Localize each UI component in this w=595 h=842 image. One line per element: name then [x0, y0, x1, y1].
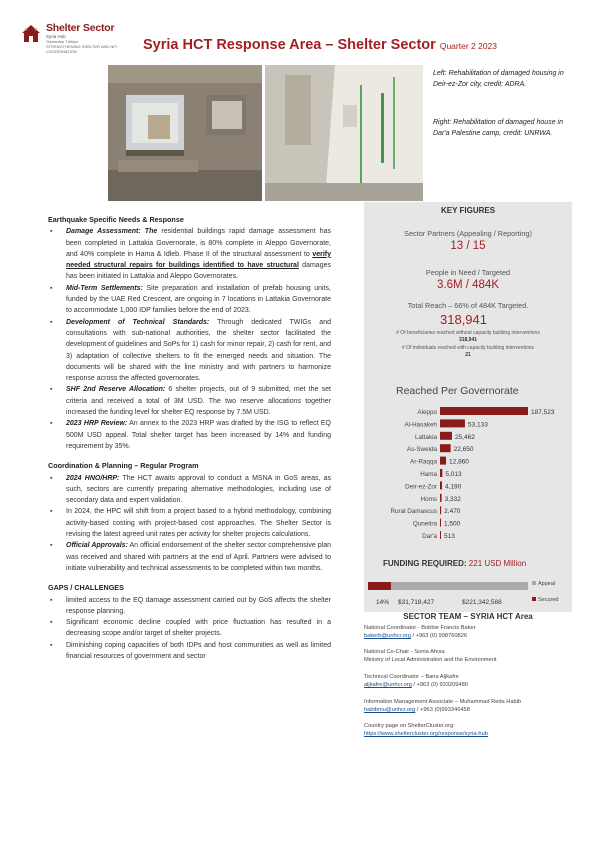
- funding-title-text: FUNDING REQUIRED:: [383, 559, 467, 568]
- item-lead: Damage Assessment: The: [66, 228, 158, 236]
- page-title-text: Syria HCT Response Area – Shelter Sector: [143, 37, 436, 53]
- value-label: 4,190: [444, 483, 462, 491]
- chart-bar: [440, 407, 528, 415]
- team-contact: [364, 706, 574, 714]
- category-label: Hama: [420, 471, 437, 478]
- key-figures-title: KEY FIGURES: [440, 206, 496, 215]
- chart-bar: [440, 519, 441, 527]
- chart-bar: [440, 419, 465, 427]
- category-label: Lattakia: [414, 433, 437, 441]
- gaps-list: [48, 595, 331, 663]
- chart-bar: [440, 494, 442, 502]
- category-label: Al-Hasakeh: [404, 421, 437, 429]
- partners-value: 13 / 15: [450, 240, 486, 252]
- item-lead: 2024 HNO/HRP:: [66, 474, 120, 482]
- category-label: Quneitra: [412, 520, 437, 528]
- item-text: An annex to the 2023 HRP was drafted by the ISG to reflect EQ 500M USD appeal. Total shelter target has been increased by 14% and funding requirement by 35%.: [66, 420, 331, 450]
- team-contact: [364, 681, 574, 689]
- chart-title: Reached Per Governorate: [396, 385, 519, 397]
- logo-subtitle: Syria Hub: [46, 34, 66, 39]
- funding-chart: [364, 578, 572, 608]
- item-lead: 2023 HRP Review:: [66, 420, 128, 428]
- item-text: In 2024, the HPC will shift from a project based to a hybrid methodology, combining activity-based costing with project-based cost approaches. The Shelter Sector is revising the latest agreed unit rates per activity for shelter projects calculations.: [66, 508, 331, 539]
- chart-bar: [440, 531, 441, 539]
- photo-caption-left: Left: Rehabilitation of damaged housing in Deir-ez-Zor city, credit: ADRA.: [433, 70, 564, 88]
- appeal-bar: [368, 582, 528, 590]
- phone-text: / +963 (0) 933209480: [411, 682, 468, 688]
- value-label: 5,013: [445, 471, 462, 478]
- secured-bar: [368, 582, 391, 590]
- logo-name: Shelter Sector: [46, 22, 115, 34]
- value-label: 1,500: [444, 520, 461, 528]
- legend-secured-label: Secured: [538, 597, 559, 603]
- team-entry: [364, 673, 574, 689]
- section-heading: GAPS / CHALLENGES: [48, 583, 124, 593]
- team-entry: [364, 698, 574, 714]
- phone-text: / +963 (0)993346458: [415, 707, 470, 713]
- item-emphasis: verify needed structural repairs for buildings identified to have structural: [66, 250, 331, 270]
- email-link[interactable]: habibmu@unhcr.org: [364, 707, 416, 713]
- note-individuals: # Of individuals reached with capacity building interventions: [401, 345, 535, 351]
- team-role: National Co-Chair - Sonia Afesa: [364, 649, 445, 655]
- governorate-bar-chart: [364, 405, 572, 550]
- value-label: 53,133: [467, 421, 488, 429]
- photo-caption-right: Right: Rehabilitation of damaged house in Dar'a Palestine camp, credit: UNRWA.: [433, 119, 563, 137]
- list-item: ▪ limited access to the EQ damage assessment carried out by GoS affects the shelter response planning.: [48, 595, 331, 618]
- category-label: Homs: [420, 495, 437, 503]
- legend-swatch-appeal: [532, 581, 536, 585]
- value-label: 513: [444, 533, 455, 540]
- list-item: [48, 540, 331, 574]
- email-link[interactable]: aljkafre@unhcr.org: [364, 682, 412, 688]
- item-text: 6 shelter projects, out of 9 submitted, met the set criteria and received a total of 3M USD. The two reserve allocations together increased the funding level for shelter EQ response by 7.5M USD.: [66, 386, 331, 417]
- reach-value: 318,941: [440, 312, 487, 327]
- chart-bar: [440, 506, 441, 514]
- photo-dara-camp: [265, 65, 423, 201]
- value-label: 3,332: [444, 495, 461, 503]
- item-text: An official endorsement of the shelter sector comprehensive plan was received and shared with partners at the end of April. Partners were advised to initiate vulnerability and technical assessments to be completed within two months.: [66, 542, 331, 572]
- value-label: 187,523: [531, 409, 555, 416]
- pin-label: People in Need / Targeted: [425, 268, 511, 277]
- legend-swatch-secured: [532, 597, 536, 601]
- item-text: The HCT awaits approval to conduct a MSNA in GoS areas, as such, sectors are currently preparing alternative methodologies, including use of secondary data and expert validation.: [66, 474, 331, 505]
- chart-bar: [440, 457, 446, 465]
- note-individuals-value: 21: [465, 352, 471, 358]
- page-title: [143, 37, 497, 53]
- email-link[interactable]: bakerb@unhcr.org: [364, 633, 411, 639]
- list-item: [48, 506, 331, 540]
- team-entry: [364, 722, 574, 738]
- chart-bar: [440, 444, 451, 452]
- team-org: Ministry of Local Administration and the Environment: [364, 657, 497, 663]
- value-label: 25,462: [454, 433, 475, 441]
- team-role: Information Management Associate – Muhammad Reda Habib: [364, 699, 522, 705]
- category-label: Ar-Raqqa: [410, 458, 437, 466]
- team-contact: [364, 632, 574, 640]
- team-contact: [364, 730, 574, 738]
- team-role: Country page on ShelterCluster.org:: [364, 723, 455, 729]
- team-role: National Coordinator - Bobbie Francis Baker: [364, 625, 476, 631]
- shelter-logo-icon: [20, 22, 42, 44]
- reach-label: Total Reach – 66% of 484K Targeted.: [407, 301, 529, 310]
- phone-text: / +963 (0) 998760826: [410, 633, 468, 639]
- coordination-list: [48, 473, 331, 575]
- list-item: ▪ Significant economic decline coupled with price fluctuation has resulted in a decreasing scope and/or target of shelter projects.: [48, 617, 331, 640]
- note-beneficiaries-value: 318,941: [458, 337, 478, 343]
- team-entry: [364, 624, 574, 640]
- list-item: [48, 226, 331, 282]
- list-item: [48, 473, 331, 507]
- team-entry: [364, 648, 574, 664]
- chart-bar: [440, 432, 452, 440]
- quarter-label: Quarter 2 2023: [439, 41, 498, 51]
- section-heading: Coordination & Planning – Regular Program: [48, 461, 199, 471]
- list-item: ▪ Diminishing coping capacities of both IDPs and host communities as well as limited financial resources of government and sector: [48, 640, 331, 663]
- main-content: [48, 214, 331, 662]
- item-text: Site preparation and installation of prefab housing units, funded by the UAE Red Crescent, are ongoing in 7 locations in Lattakia Governorate to accommodate 1,000 IDP families before the end of 2023.: [66, 284, 331, 315]
- item-text: damages has been initiated in Lattakia and Aleppo Governorates.: [66, 262, 331, 281]
- item-lead: SHF 2nd Reserve Allocation:: [66, 386, 166, 394]
- chart-bar: [440, 469, 442, 477]
- category-label: Deir-ez-Zor: [405, 483, 437, 491]
- legend-appeal-label: Appeal: [538, 581, 556, 587]
- item-text: residential buildings rapid damage assessment has been completed in Lattakia Governorate, is 80% complete in Aleppo Governorate, and 40% complete in Hama & Idleb. Phase II of the structural assessment to: [66, 228, 332, 258]
- partners-label: Sector Partners (Appealing / Reporting): [404, 229, 532, 238]
- pin-value: 3.6M / 484K: [436, 279, 499, 291]
- logo-subtitle: STRENGTHENING SHELTER AND NFI COORDINATION: [46, 44, 117, 54]
- value-label: 2,470: [444, 508, 461, 516]
- earthquake-list: [48, 226, 331, 452]
- category-label: As-Sweida: [406, 446, 437, 454]
- item-lead: Mid-Term Settlements:: [66, 284, 143, 292]
- value-label: 12,860: [449, 458, 469, 466]
- team-role: Technical Coordinator – Bana Aljkafre: [364, 674, 459, 680]
- funding-amount: 221 USD Million: [468, 559, 527, 568]
- value-label: 22,650: [453, 446, 474, 454]
- photo-deir-ez-zor: [108, 65, 262, 201]
- item-lead: Official Approvals:: [66, 542, 128, 550]
- chart-bar: [440, 481, 442, 489]
- funding-title: [383, 559, 526, 568]
- category-label: Rural Damascus: [390, 508, 437, 516]
- category-label: Dar'a: [422, 533, 437, 540]
- list-item: [48, 418, 331, 452]
- funding-percent: 14%: [376, 599, 390, 606]
- shelter-sector-logo: [20, 22, 135, 54]
- funding-secured-value: $31,718,427: [398, 599, 435, 606]
- item-text: Through dedicated TWIGs and consultations with sub-national authorities, the shelter sector facilitated the development of guidelines and SoPs for 1) cash for minor repair, 2) cash for rent, and 3) adaptation of collective shelters to fit the emerged needs and situation. The documents will be shared with the line ministry and with partners to harmonize response across the affected governorates.: [66, 318, 331, 383]
- team-title: SECTOR TEAM – SYRIA HCT Area: [403, 612, 533, 621]
- list-item: [48, 317, 331, 385]
- note-beneficiaries: # Of beneficiaries reached without capacity building interventions: [396, 330, 540, 336]
- category-label: Aleppo: [417, 409, 437, 416]
- country-page-link[interactable]: https://www.sheltercluster.org/response/syria-hub: [364, 731, 488, 737]
- list-item: [48, 283, 331, 317]
- funding-appeal-value: $221,342,588: [462, 599, 502, 606]
- item-lead: Development of Technical Standards:: [66, 318, 210, 326]
- logo-subtitle: Gaziantep Türkiye: [46, 39, 79, 44]
- section-heading: Earthquake Specific Needs & Response: [48, 215, 184, 224]
- list-item: [48, 384, 331, 418]
